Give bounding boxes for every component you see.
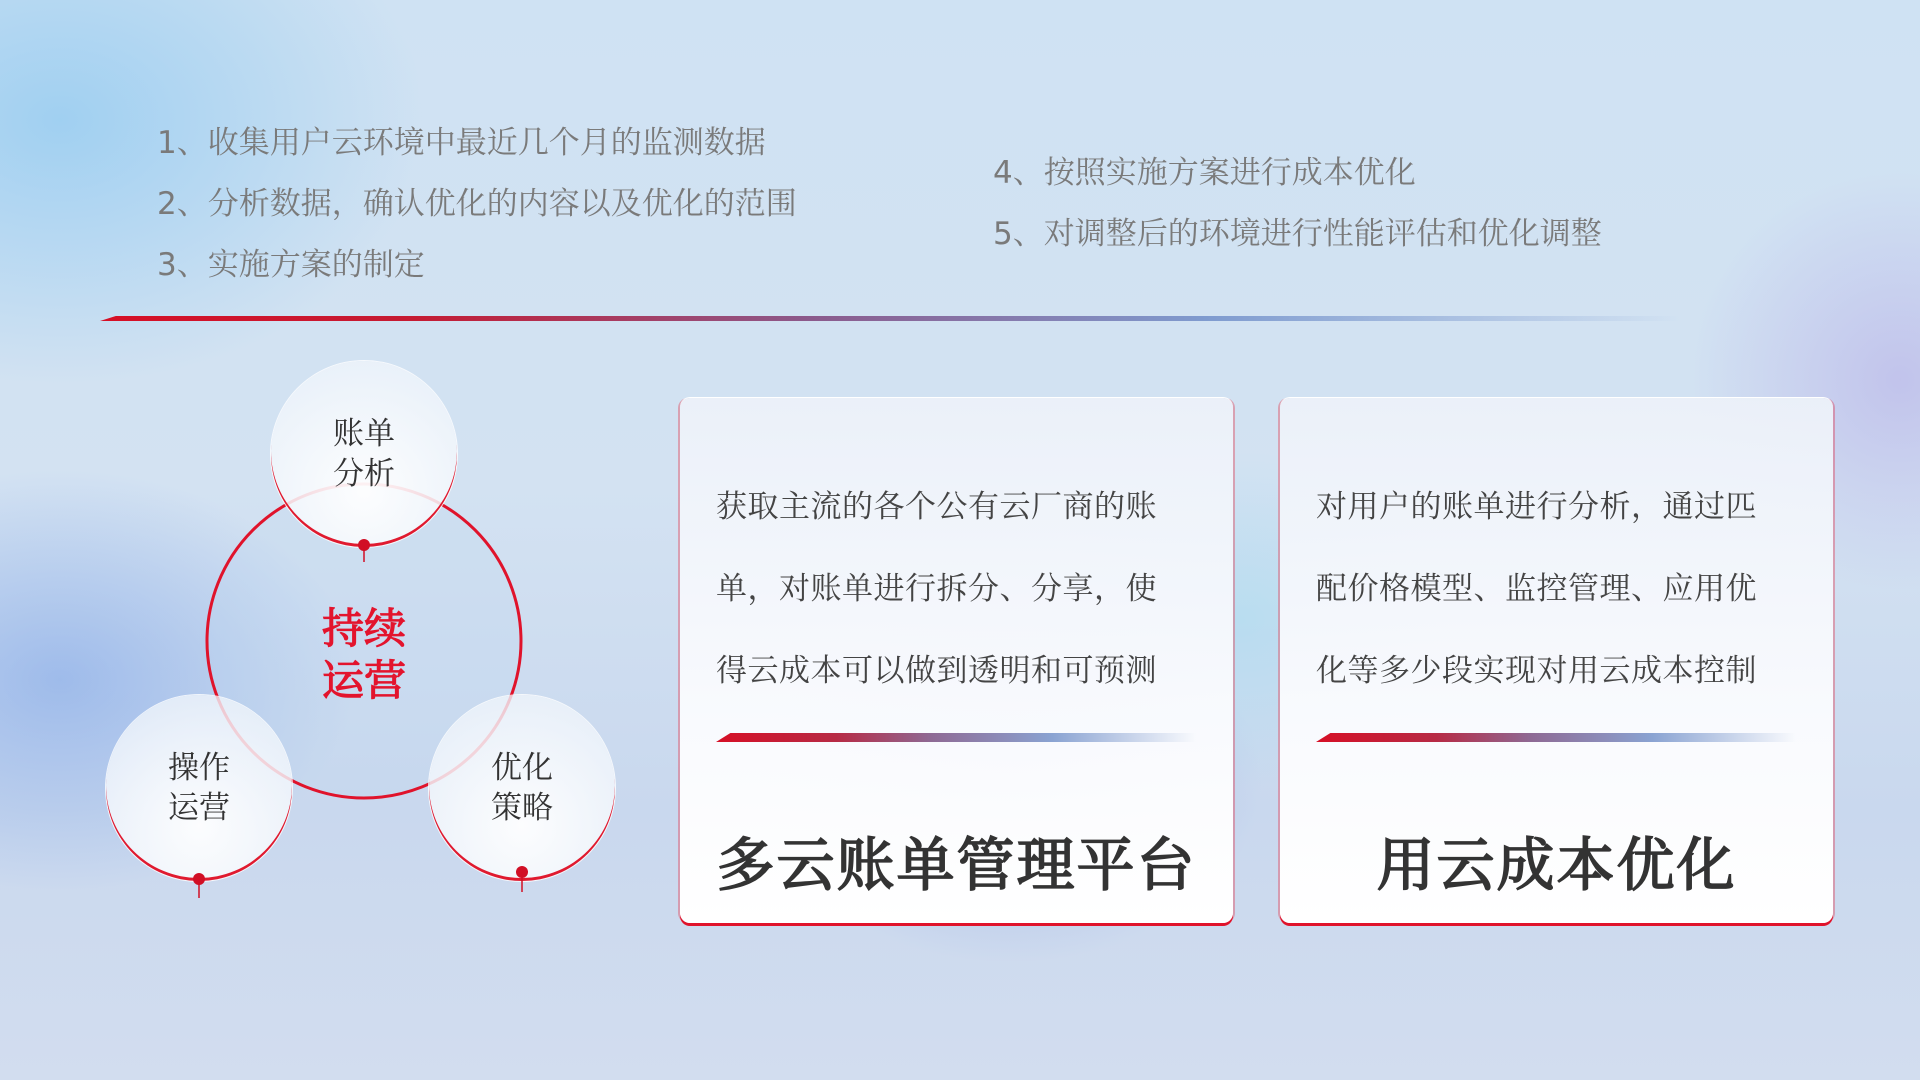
steps-list-right <box>993 143 1602 265</box>
center-line: 运营 <box>321 656 406 705</box>
card-title: 用云成本优化 <box>1376 831 1737 899</box>
card-gradient-bar <box>1316 733 1796 742</box>
node-optimization-strategy <box>429 695 615 881</box>
node-label: 操作 <box>168 750 230 786</box>
node-label: 策略 <box>491 790 553 826</box>
step-item: 1、收集用户云环境中最近几个月的监测数据 <box>157 125 766 161</box>
card-line: 配价格模型、监控管理、应用优 <box>1316 571 1757 607</box>
node-label: 运营 <box>168 790 230 826</box>
card-cloud-cost-optimization <box>1280 398 1833 923</box>
node-label: 优化 <box>491 750 553 786</box>
node-label: 分析 <box>333 456 395 492</box>
step-item: 5、对调整后的环境进行性能评估和优化调整 <box>993 216 1602 252</box>
cycle-center-label <box>304 603 424 707</box>
node-label: 账单 <box>333 416 395 452</box>
node-bill-analysis <box>271 361 457 547</box>
step-item: 4、按照实施方案进行成本优化 <box>993 155 1416 191</box>
center-line: 持续 <box>321 604 406 653</box>
step-item: 3、实施方案的制定 <box>157 247 425 283</box>
node-operations <box>106 695 292 881</box>
card-multicloud-billing <box>680 398 1233 923</box>
card-gradient-bar <box>716 733 1196 742</box>
card-line: 对用户的账单进行分析，通过匹 <box>1316 489 1757 525</box>
card-line: 获取主流的各个公有云厂商的账 <box>716 489 1157 525</box>
card-title: 多云账单管理平台 <box>716 831 1197 899</box>
step-item: 2、分析数据，确认优化的内容以及优化的范围 <box>157 186 797 222</box>
card-description <box>1316 466 1796 712</box>
card-line: 单，对账单进行拆分、分享，使 <box>716 571 1157 607</box>
card-line: 化等多少段实现对用云成本控制 <box>1316 653 1757 689</box>
card-description <box>716 466 1196 712</box>
card-line: 得云成本可以做到透明和可预测 <box>716 653 1157 689</box>
